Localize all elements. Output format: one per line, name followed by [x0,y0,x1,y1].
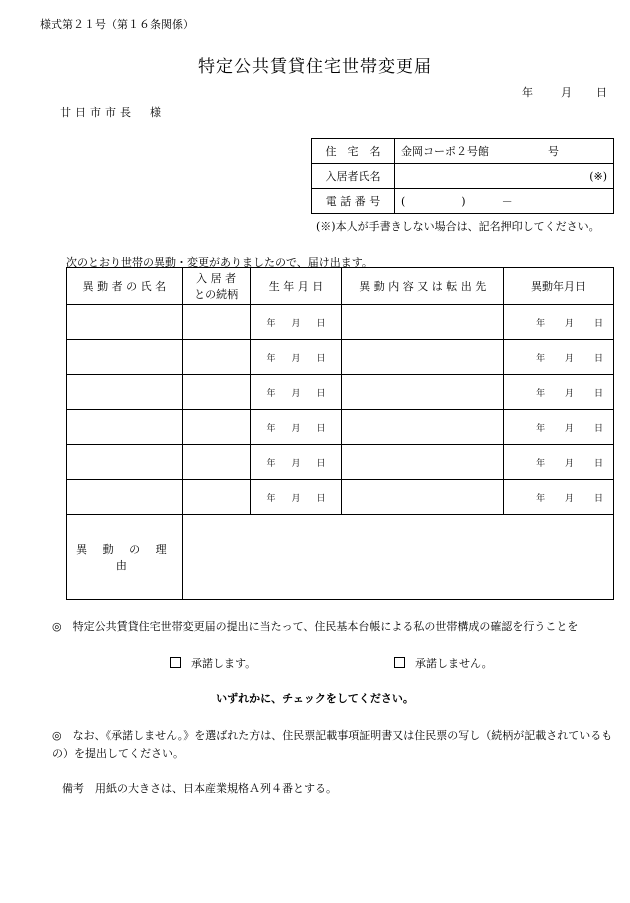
address-label: 住 宅 名 [312,139,395,164]
mover-name-cell[interactable] [67,375,183,410]
phone-field[interactable] [395,189,614,214]
change-details-cell[interactable] [342,410,504,445]
change-details-cell[interactable] [342,445,504,480]
table-row [67,410,614,445]
header-change-details: 異 動 内 容 又 は 転 出 先 [342,268,504,305]
date-unit-month: 月 [565,388,575,399]
date-unit-month: 月 [291,423,301,434]
birth-date-cell-units [251,421,342,434]
date-unit-year: 年 [536,318,546,329]
applicant-info-table [311,138,614,214]
date-unit-day: 日 [593,493,603,504]
header-relation-line1: 入 居 者 [196,272,237,285]
mover-name-cell[interactable] [67,480,183,515]
birth-date-cell-units [251,456,342,469]
mover-name-cell[interactable] [67,340,183,375]
change-details-cell[interactable] [342,305,504,340]
check-notice: いずれかに、チェックをしてください。 [216,692,414,705]
date-unit-month: 月 [565,318,575,329]
intro-text: 次のとおり世帯の異動・変更がありましたので、届け出ます。 [66,256,373,269]
change-details-cell[interactable] [342,340,504,375]
address-field[interactable] [395,139,614,164]
resident-name-label: 入居者氏名 [312,164,395,189]
date-unit-year: 年 [536,423,546,434]
relation-cell[interactable] [182,375,250,410]
date-unit-day: 日 [593,458,603,469]
change-date-cell[interactable] [504,480,614,515]
birth-date-cell-units [251,491,342,504]
relation-cell[interactable] [182,445,250,480]
disagree-checkbox[interactable] [394,657,405,668]
date-unit-year: 年 [536,353,546,364]
change-date-cell-units [504,491,613,504]
remark-text: 備考 用紙の大きさは、日本産業規格Ａ列４番とする。 [62,782,337,795]
date-unit-year: 年 [536,388,546,399]
date-unit-day: 日 [593,353,603,364]
date-unit-year: 年 [266,318,276,329]
change-date-cell-units [504,421,613,434]
address-suffix: 号 [548,145,559,158]
date-unit-month: 月 [291,493,301,504]
date-unit-year: 年 [266,458,276,469]
phone-dash: － [501,195,513,208]
change-date-cell[interactable] [504,305,614,340]
table-row [67,480,614,515]
date-unit-day: 日 [316,353,326,364]
date-unit-year: 年 [536,458,546,469]
header-birth-date: 生 年 月 日 [250,268,342,305]
address-value: 金岡コーポ２号館 [401,145,489,158]
date-unit-day: 日 [316,458,326,469]
agree-label: 承諾します。 [191,657,257,670]
relation-cell[interactable] [182,305,250,340]
birth-date-cell[interactable] [250,340,342,375]
table-row [67,305,614,340]
date-unit-year: 年 [266,493,276,504]
stamp-note: (※)本人が手書きしない場合は、記名押印してください。 [316,220,600,233]
date-unit-month: 月 [291,318,301,329]
resident-name-mark: (※) [589,169,607,183]
table-body [67,305,614,515]
mover-name-cell[interactable] [67,410,183,445]
table-row [67,375,614,410]
relation-cell[interactable] [182,410,250,445]
phone-paren-close: ) [461,195,466,208]
birth-date-cell[interactable] [250,305,342,340]
disagree-label: 承諾しません。 [415,657,493,670]
disagree-option[interactable] [394,655,493,671]
mover-name-cell[interactable] [67,305,183,340]
date-day-unit: 日 [596,86,607,99]
change-date-cell[interactable] [504,410,614,445]
header-mover-name: 異 動 者 の 氏 名 [67,268,183,305]
submission-date [522,84,607,100]
birth-date-cell-units [251,316,342,329]
agree-checkbox[interactable] [170,657,181,668]
consent-statement: ◎ 特定公共賃貸住宅世帯変更届の提出に当たって、住民基本台帳による私の世帯構成の確認を行うことを [52,620,579,633]
date-unit-day: 日 [593,423,603,434]
relation-cell[interactable] [182,340,250,375]
birth-date-cell[interactable] [250,410,342,445]
relation-cell[interactable] [182,480,250,515]
disagree-note: ◎ なお、《承諾しません。》を選ばれた方は、住民票記載事項証明書又は住民票の写し（続柄が記載されているもの）を提出してください。 [52,729,613,760]
change-date-cell-units [504,456,613,469]
date-unit-day: 日 [593,388,603,399]
date-unit-month: 月 [291,353,301,364]
date-month-unit: 月 [561,86,572,99]
household-change-table [66,267,614,600]
date-unit-month: 月 [291,458,301,469]
resident-name-field[interactable] [395,164,614,189]
date-unit-month: 月 [565,423,575,434]
date-unit-year: 年 [266,423,276,434]
change-date-cell[interactable] [504,340,614,375]
addressee: 廿日市市長 様 [60,106,165,119]
date-unit-month: 月 [565,458,575,469]
birth-date-cell[interactable] [250,480,342,515]
change-details-cell[interactable] [342,375,504,410]
mover-name-cell[interactable] [67,445,183,480]
date-unit-day: 日 [316,493,326,504]
table-row [67,445,614,480]
change-date-cell-units [504,386,613,399]
form-number: 様式第２１号（第１６条関係） [40,18,194,31]
reason-field[interactable] [182,515,613,600]
birth-date-cell-units [251,351,342,364]
phone-paren-open: ( [401,195,406,208]
page-title: 特定公共賃貸住宅世帯変更届 [198,57,432,77]
table-row [67,340,614,375]
date-year-unit: 年 [522,86,533,99]
birth-date-cell[interactable] [250,375,342,410]
birth-date-cell-units [251,386,342,399]
date-unit-month: 月 [565,353,575,364]
date-unit-year: 年 [536,493,546,504]
date-unit-month: 月 [291,388,301,399]
phone-label: 電 話 番 号 [312,189,395,214]
reason-label: 異 動 の 理 由 [67,515,183,600]
date-unit-day: 日 [316,318,326,329]
date-unit-day: 日 [316,423,326,434]
date-unit-year: 年 [266,388,276,399]
change-date-cell[interactable] [504,375,614,410]
birth-date-cell[interactable] [250,445,342,480]
change-date-cell-units [504,316,613,329]
header-change-date: 異動年月日 [504,268,614,305]
change-details-cell[interactable] [342,480,504,515]
agree-option[interactable] [170,655,256,671]
change-date-cell[interactable] [504,445,614,480]
date-unit-year: 年 [266,353,276,364]
header-relation-line2: との続柄 [194,288,239,301]
date-unit-month: 月 [565,493,575,504]
header-relation [182,268,250,305]
date-unit-day: 日 [593,318,603,329]
date-unit-day: 日 [316,388,326,399]
change-date-cell-units [504,351,613,364]
